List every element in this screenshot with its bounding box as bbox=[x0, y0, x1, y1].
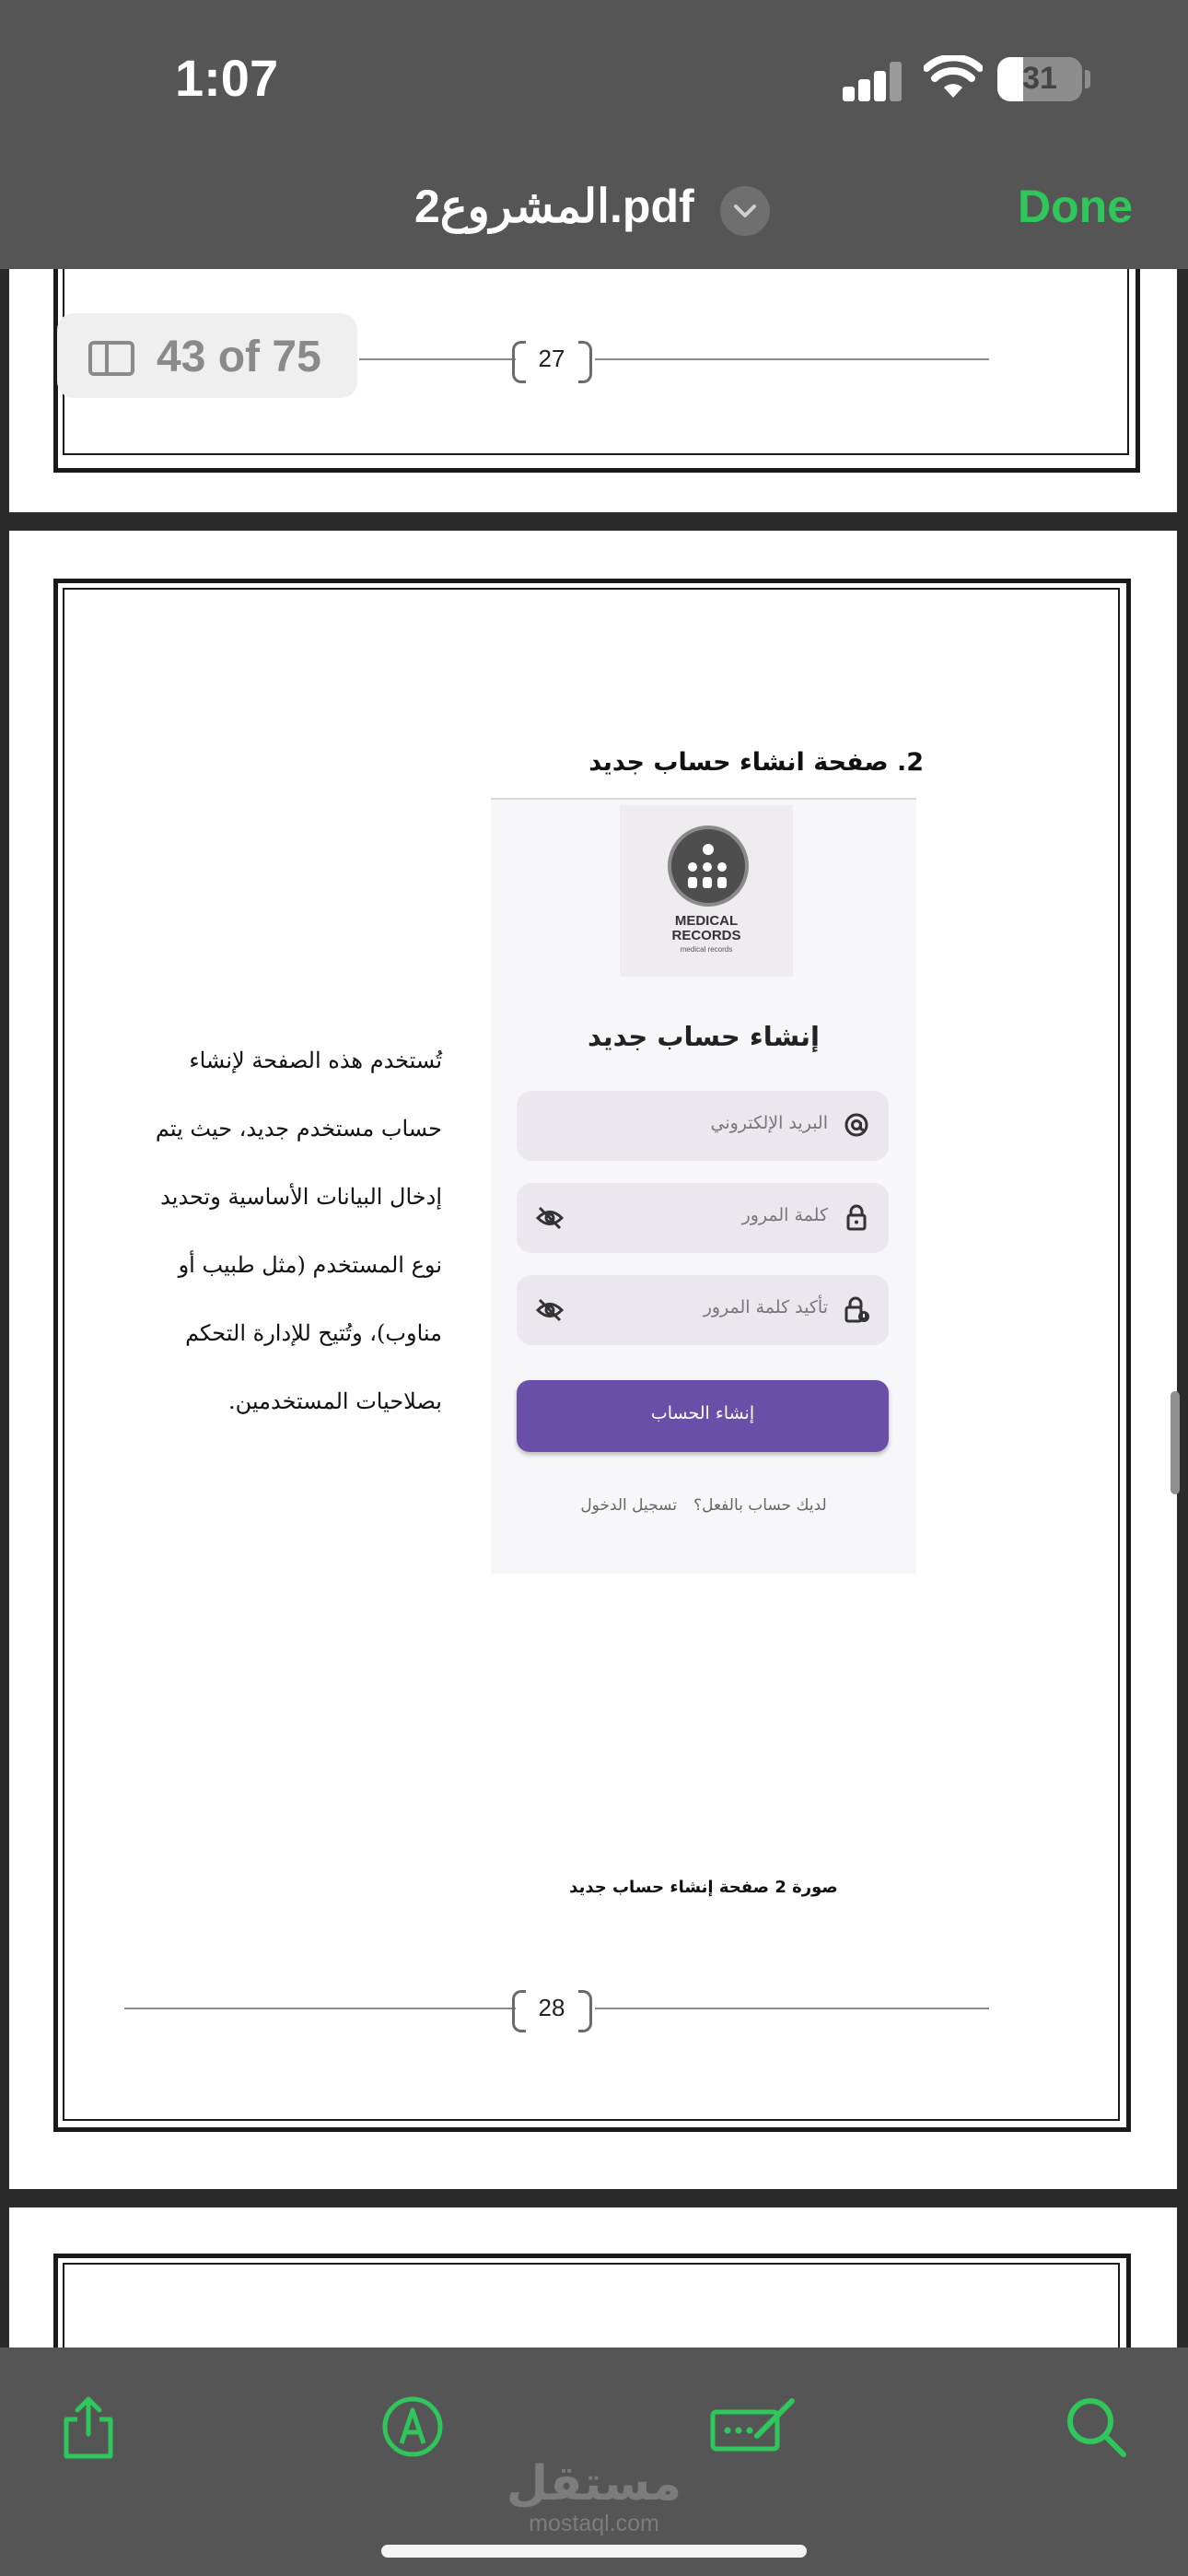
search-icon[interactable] bbox=[1061, 2392, 1131, 2462]
app-logo bbox=[620, 805, 793, 977]
watermark-arabic: مستقل bbox=[506, 2456, 682, 2512]
page-indicator[interactable] bbox=[57, 313, 357, 398]
paragraph-line: حساب مستخدم جديد، حيث يتم bbox=[155, 1116, 442, 1142]
watermark bbox=[0, 2458, 1188, 2537]
logo-name bbox=[620, 914, 793, 943]
chevron-down-icon[interactable] bbox=[720, 186, 770, 236]
done-button[interactable]: Done bbox=[1018, 181, 1133, 232]
pdf-page-next bbox=[9, 2207, 1177, 2348]
status-time: 1:07 bbox=[175, 49, 279, 107]
paragraph-line: نوع المستخدم (مثل طبيب أو bbox=[178, 1252, 442, 1278]
email-placeholder: البريد الإلكتروني bbox=[710, 1113, 828, 1133]
logo-name-line: RECORDS bbox=[671, 928, 741, 943]
page-footer-line bbox=[595, 358, 989, 360]
bottom-toolbar bbox=[0, 2348, 1188, 2576]
page-number-bracket bbox=[578, 1990, 592, 2032]
signup-title: إنشاء حساب جديد bbox=[588, 1021, 820, 1052]
page-footer-line bbox=[359, 358, 516, 360]
page-footer-line bbox=[124, 2008, 516, 2009]
confirm-password-field[interactable] bbox=[517, 1275, 889, 1345]
document-title[interactable]: 2المشروع.pdf bbox=[414, 181, 694, 232]
section-heading: 2. صفحة انشاء حساب جديد bbox=[588, 748, 924, 777]
create-account-button-label: إنشاء الحساب bbox=[650, 1403, 755, 1423]
lock-icon bbox=[843, 1203, 870, 1231]
confirm-password-placeholder: تأكيد كلمة المرور bbox=[703, 1297, 828, 1317]
scrollbar[interactable] bbox=[1171, 1391, 1180, 1494]
paragraph-line: بصلاحيات المستخدمين. bbox=[227, 1388, 442, 1414]
wifi-icon bbox=[924, 55, 983, 101]
password-field[interactable] bbox=[517, 1183, 889, 1253]
description-paragraph bbox=[147, 1026, 442, 1435]
paragraph-line: مناوب)، وتُتيح للإدارة التحكم bbox=[185, 1320, 442, 1346]
page-footer-line bbox=[595, 2008, 989, 2009]
form-fill-icon[interactable] bbox=[707, 2392, 799, 2462]
paragraph-line: تُستخدم هذه الصفحة لإنشاء bbox=[189, 1048, 442, 1073]
eye-off-icon[interactable] bbox=[535, 1205, 565, 1231]
battery-level: 31 bbox=[1022, 61, 1057, 96]
have-account-text: لديك حساب بالفعل؟ bbox=[693, 1496, 827, 1515]
markup-icon[interactable] bbox=[378, 2392, 448, 2462]
figure-caption: صورة 2 صفحة إنشاء حساب جديد bbox=[569, 1878, 838, 1897]
logo-name-line: MEDICAL bbox=[674, 913, 739, 929]
page-number-bracket bbox=[578, 341, 592, 383]
page-number: 27 bbox=[538, 345, 565, 372]
page-border-inner bbox=[63, 2263, 1120, 2348]
watermark-latin: mostaql.com bbox=[529, 2511, 659, 2536]
share-icon[interactable] bbox=[53, 2392, 123, 2462]
signup-footer bbox=[491, 1496, 916, 1515]
lock-alert-icon bbox=[843, 1295, 870, 1323]
pdf-page-current bbox=[9, 531, 1177, 2189]
cellular-signal-icon bbox=[843, 61, 903, 101]
battery-icon bbox=[997, 57, 1082, 101]
create-account-button[interactable] bbox=[517, 1380, 889, 1452]
page-number: 28 bbox=[538, 1994, 565, 2021]
email-field[interactable] bbox=[517, 1091, 889, 1161]
paragraph-line: إدخال البيانات الأساسية وتحديد bbox=[160, 1184, 442, 1210]
login-link[interactable]: تسجيل الدخول bbox=[580, 1496, 678, 1515]
medical-records-logo-icon bbox=[668, 825, 749, 907]
top-bar bbox=[0, 0, 1188, 269]
sidebar-icon bbox=[88, 341, 134, 376]
eye-off-icon[interactable] bbox=[535, 1297, 565, 1323]
password-placeholder: كلمة المرور bbox=[741, 1205, 828, 1225]
signup-screenshot bbox=[491, 798, 916, 1574]
battery-tip bbox=[1085, 70, 1090, 88]
at-sign-icon bbox=[843, 1111, 870, 1139]
document-viewer[interactable] bbox=[0, 269, 1188, 2348]
page-indicator-text: 43 of 75 bbox=[157, 333, 321, 381]
home-indicator[interactable] bbox=[381, 2545, 807, 2558]
logo-subtitle: medical records bbox=[680, 945, 733, 954]
